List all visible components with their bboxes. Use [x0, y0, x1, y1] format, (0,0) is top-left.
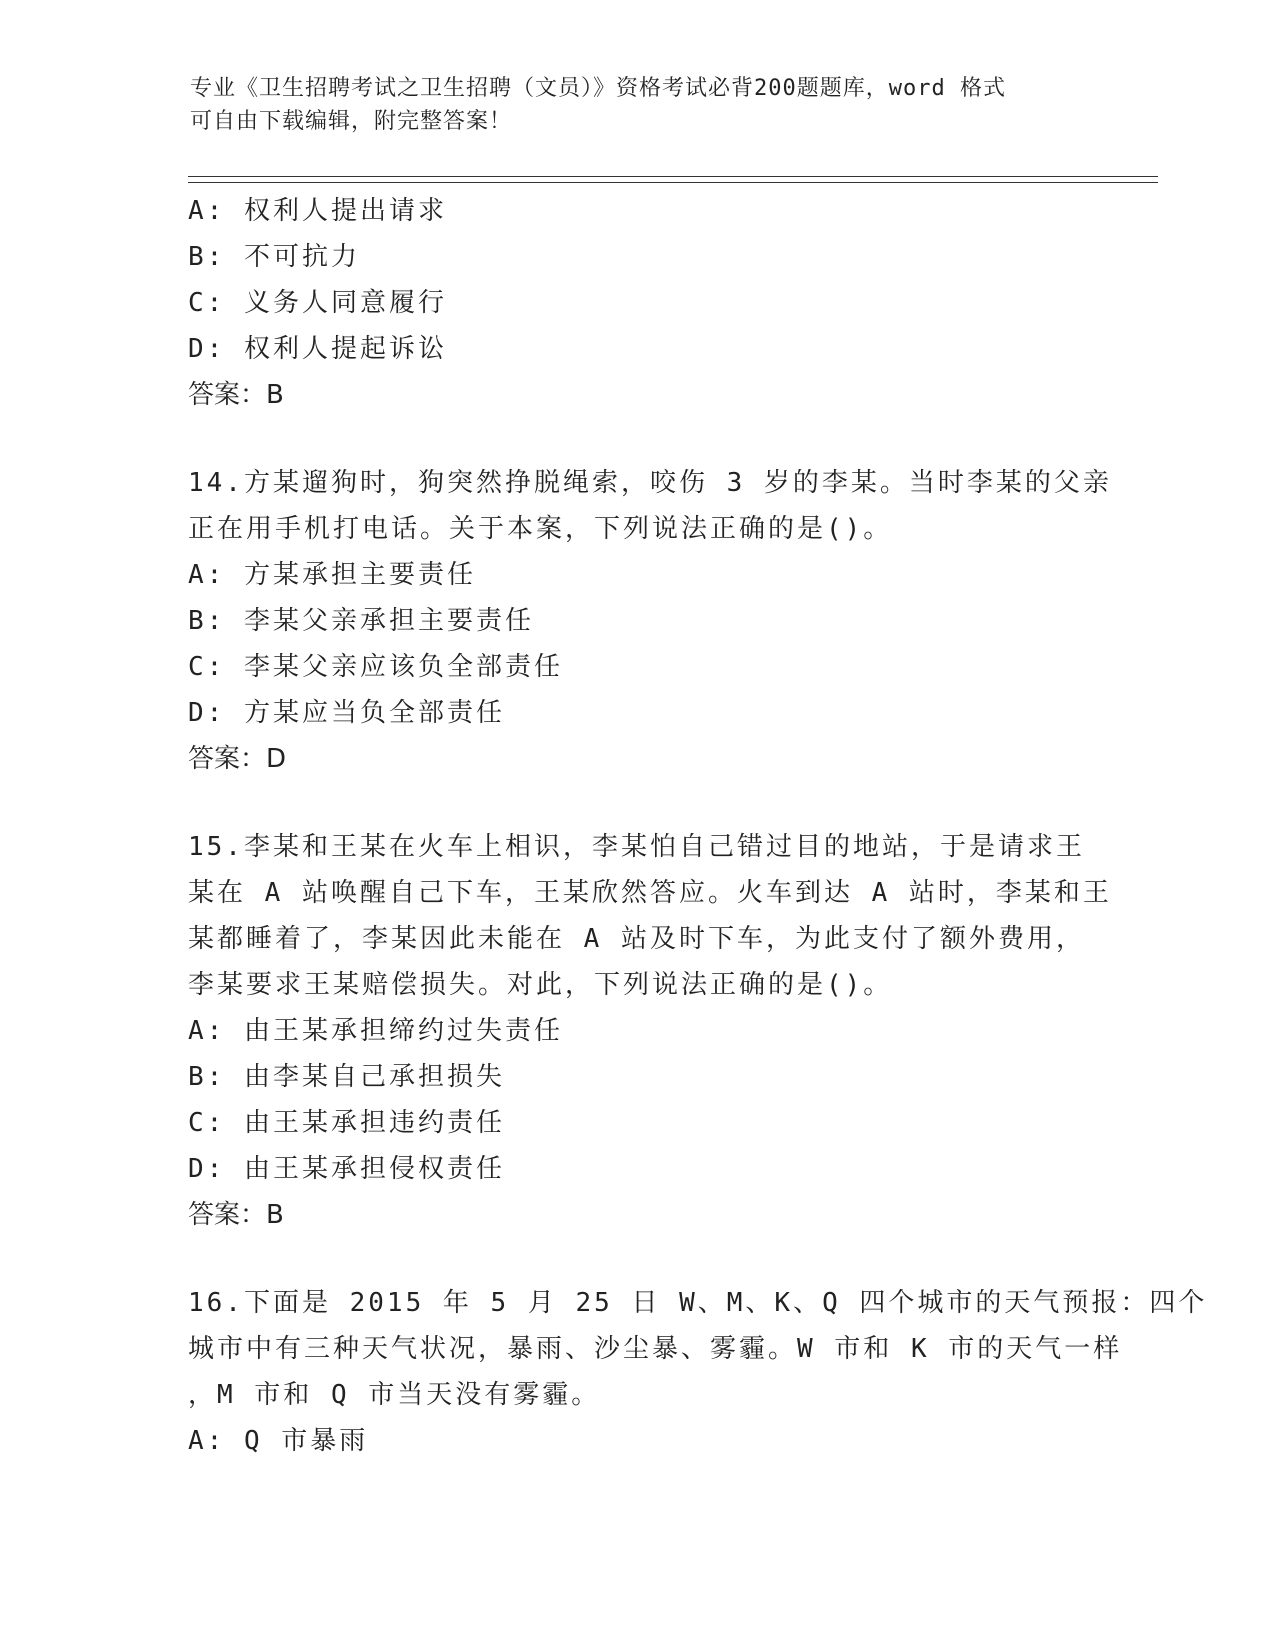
header-line-1: 专业《卫生招聘考试之卫生招聘（文员）》资格考试必背200题题库，word 格式 [190, 76, 1006, 101]
header-rule-bottom [188, 182, 1158, 183]
question-text-line: ，M 市和 Q 市当天没有雾霾。 [188, 1380, 601, 1410]
document-header [190, 72, 1090, 138]
question-text [188, 824, 1112, 1008]
option-a: A: 由王某承担缔约过失责任 [188, 1016, 563, 1046]
option-a: A: Q 市暴雨 [188, 1426, 369, 1456]
option-c: C: 义务人同意履行 [188, 288, 447, 318]
question-16 [188, 1280, 1208, 1464]
option-c: C: 由王某承担违约责任 [188, 1108, 505, 1138]
question-text [188, 1280, 1208, 1418]
option-c: C: 李某父亲应该负全部责任 [188, 652, 563, 682]
option-a: A: 方某承担主要责任 [188, 560, 476, 590]
option-b: B: 李某父亲承担主要责任 [188, 606, 534, 636]
option-a: A: 权利人提出请求 [188, 196, 447, 226]
question-text-line: 城市中有三种天气状况，暴雨、沙尘暴、雾霾。W 市和 K 市的天气一样 [188, 1334, 1123, 1364]
option-b: B: 由李某自己承担损失 [188, 1062, 505, 1092]
question-text-line: 正在用手机打电话。关于本案，下列说法正确的是()。 [188, 514, 893, 544]
question-text-line: 15.李某和王某在火车上相识，李某怕自己错过目的地站，于是请求王 [188, 832, 1085, 862]
answer: 答案：B [188, 1200, 284, 1230]
option-d: D: 权利人提起诉讼 [188, 334, 447, 364]
question-13 [188, 188, 1088, 418]
header-line-2: 可自由下载编辑，附完整答案！ [190, 109, 513, 134]
document-body [188, 188, 1208, 1464]
question-text-line: 某都睡着了，李某因此未能在 A 站及时下车，为此支付了额外费用， [188, 924, 1085, 954]
question-text-line: 14.方某遛狗时，狗突然挣脱绳索，咬伤 3 岁的李某。当时李某的父亲 [188, 468, 1112, 498]
option-b: B: 不可抗力 [188, 242, 360, 272]
question-text-line: 16.下面是 2015 年 5 月 25 日 W、M、K、Q 四个城市的天气预报：四个 [188, 1288, 1208, 1318]
question-text [188, 460, 1112, 552]
question-14 [188, 460, 1112, 782]
option-d: D: 方某应当负全部责任 [188, 698, 505, 728]
question-text-line: 某在 A 站唤醒自己下车，王某欣然答应。火车到达 A 站时，李某和王 [188, 878, 1112, 908]
question-text-line: 李某要求王某赔偿损失。对此，下列说法正确的是()。 [188, 970, 893, 1000]
answer: 答案：D [188, 744, 287, 774]
answer: 答案：B [188, 380, 284, 410]
question-15 [188, 824, 1112, 1238]
option-d: D: 由王某承担侵权责任 [188, 1154, 505, 1184]
header-rule-top [188, 176, 1158, 177]
